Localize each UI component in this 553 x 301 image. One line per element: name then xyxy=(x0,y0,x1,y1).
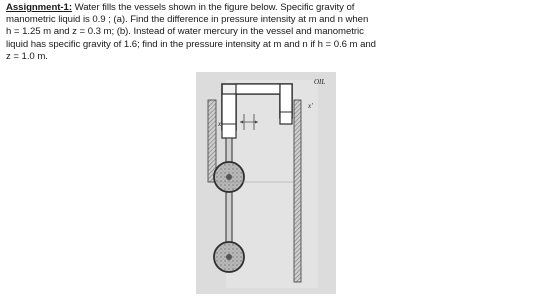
left-limb xyxy=(222,94,236,138)
problem-line-4: liquid has specific gravity of 1.6; find in the pressure intensity at m and n if h = 0.6 m and xyxy=(6,38,376,50)
x-left-label: x xyxy=(218,120,222,128)
x-right-label: x' xyxy=(308,102,313,110)
right-wall xyxy=(294,100,301,282)
manometer-figure xyxy=(196,72,336,294)
problem-statement xyxy=(6,2,546,63)
problem-line-3: h = 1.25 m and z = 0.3 m; (b). Instead of water mercury in the vessel and manometric xyxy=(6,26,364,38)
left-pipe xyxy=(208,100,216,182)
problem-line-5: z = 1.0 m. xyxy=(6,50,48,62)
upper-connector xyxy=(226,138,232,164)
problem-line-1 xyxy=(6,2,546,14)
problem-text-1: Water fills the vessels shown in the figure below. Specific gravity of xyxy=(71,2,355,13)
problem-line-2: manometric liquid is 0.9 ; (a). Find the difference in pressure intensity at m and n when xyxy=(6,14,369,26)
lower-connector xyxy=(226,190,232,244)
right-limb xyxy=(280,84,292,124)
assignment-heading: Assignment-1: xyxy=(6,2,72,13)
oil-label: OIL xyxy=(314,78,326,86)
manometer-diagram xyxy=(196,72,336,294)
